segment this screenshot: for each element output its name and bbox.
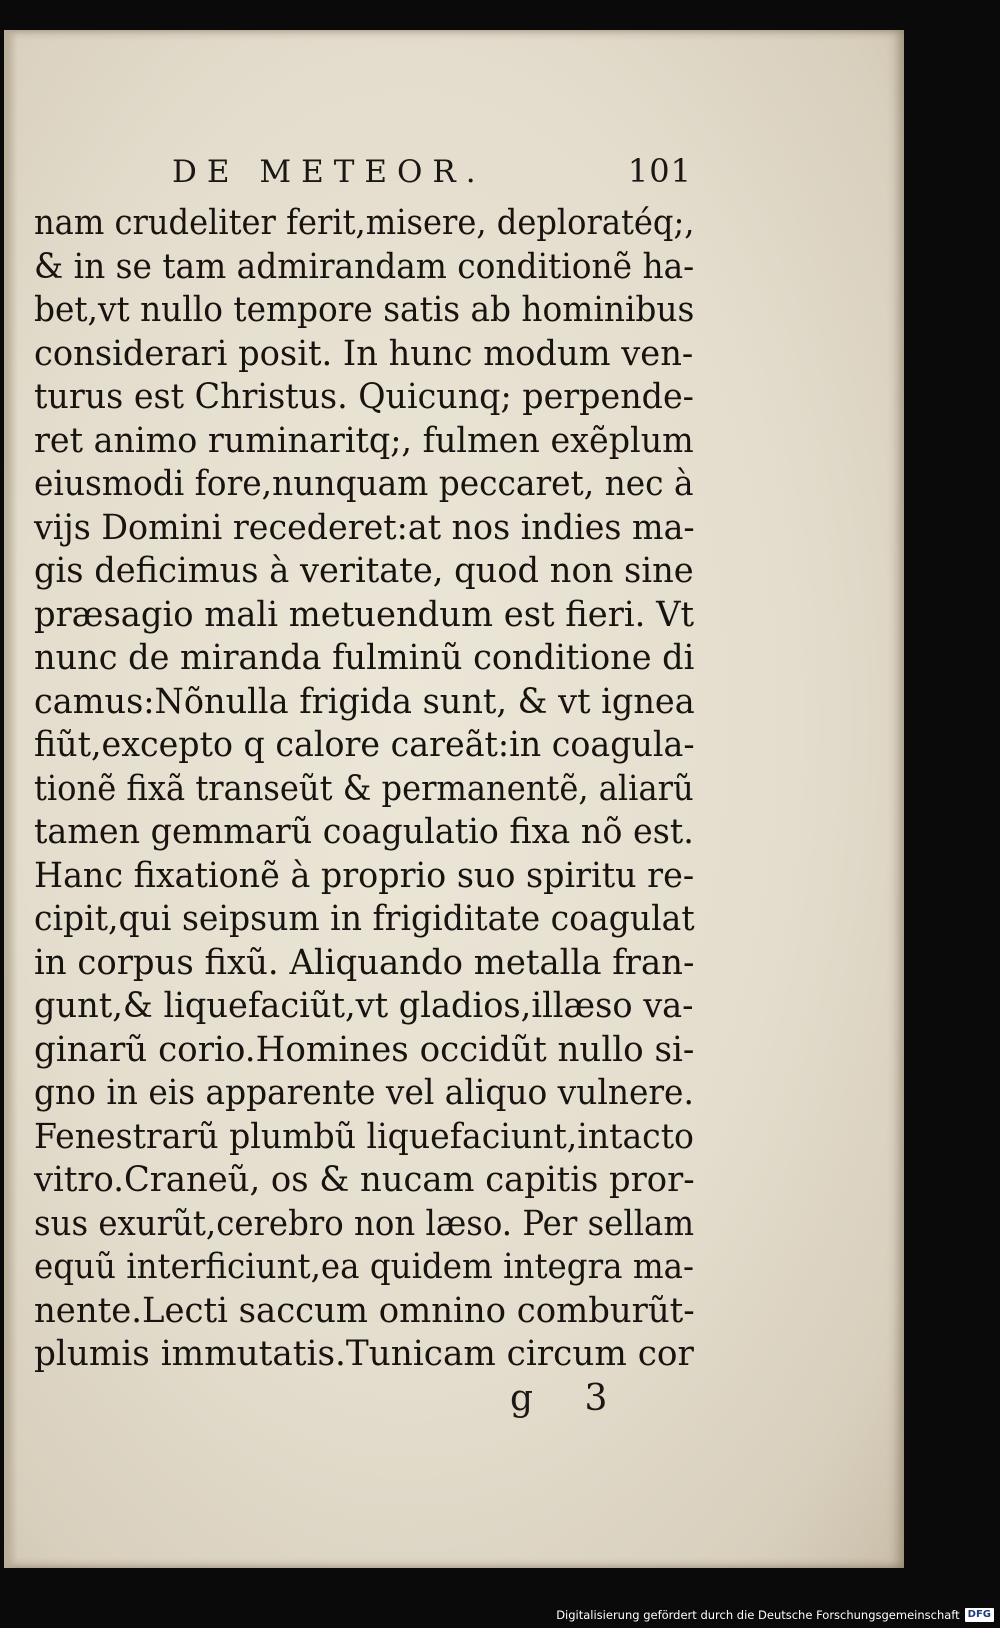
text-line: camus:Nõnulla frigida sunt, & vt ignea: [34, 681, 695, 722]
text-line: nente.Lecti saccum omnino comburũt-: [34, 1290, 695, 1331]
text-line: cipit,qui seipsum in frigiditate coagulat: [34, 899, 695, 939]
text-line: sus exurũt,cerebro non læso. Per sellam: [34, 1203, 695, 1244]
dfg-logo: DFG: [965, 1608, 994, 1622]
text-line: bet,vt nullo tempore satis ab hominibus: [34, 290, 695, 330]
text-line: considerari posit. In hunc modum ven-: [34, 333, 694, 374]
body-text: [34, 202, 694, 1377]
page-number: 101: [627, 152, 692, 190]
text-line: plumis immutatis.Tunicam circum cor: [34, 1334, 694, 1374]
text-line: nam crudeliter ferit,misere, deploratéq;,: [34, 203, 695, 243]
text-line: equũ interficiunt,ea quidem integra ma-: [34, 1247, 695, 1287]
text-line: gunt,& liquefaciũt,vt gladios,illæso va-: [34, 986, 694, 1026]
book-page: [4, 30, 904, 1568]
running-head: [172, 148, 692, 198]
text-line: gis deficimus à veritate, quod non sine: [34, 551, 694, 591]
text-line: præsagio mali metuendum est fieri. Vt: [34, 594, 695, 635]
text-line: Fenestrarũ plumbũ liquefaciunt,intacto: [34, 1116, 694, 1157]
signature-mark: g 3: [510, 1378, 628, 1419]
text-line: tionẽ fixã transeũt & permanentẽ, aliarũ: [34, 768, 694, 809]
footer-credit-banner: [556, 1606, 994, 1624]
text-line: vijs Domini recederet:at nos indies ma-: [34, 507, 695, 548]
text-line: nunc de miranda fulminũ conditione di: [34, 638, 695, 678]
running-title: DE METEOR.: [172, 154, 486, 190]
text-line: vitro.Craneũ, os & nucam capitis pror-: [34, 1160, 695, 1200]
text-line: fiũt,excepto q calore careãt:in coagula-: [34, 725, 695, 765]
text-line: in corpus fixũ. Aliquando metalla fran-: [34, 942, 695, 983]
text-line: turus est Christus. Quicunq; perpende-: [34, 377, 694, 417]
text-line: & in se tam admirandam conditionẽ ha-: [34, 246, 695, 287]
text-line: ret animo ruminaritq;, fulmen exẽplum: [34, 420, 694, 461]
text-line: gno in eis apparente vel aliquo vulnere.: [34, 1073, 694, 1113]
footer-credit-text: Digitalisierung gefördert durch die Deutsche Forschungsgemeinschaft: [556, 1608, 960, 1622]
text-line: ginarũ corio.Homines occidũt nullo si-: [34, 1029, 695, 1070]
text-line: tamen gemmarũ coagulatio fixa nõ est.: [34, 812, 694, 852]
page-gutter-shadow: [4, 30, 18, 1568]
text-line: Hanc fixationẽ à proprio suo spiritu re-: [34, 855, 695, 896]
text-line: eiusmodi fore,nunquam peccaret, nec à: [34, 464, 694, 504]
